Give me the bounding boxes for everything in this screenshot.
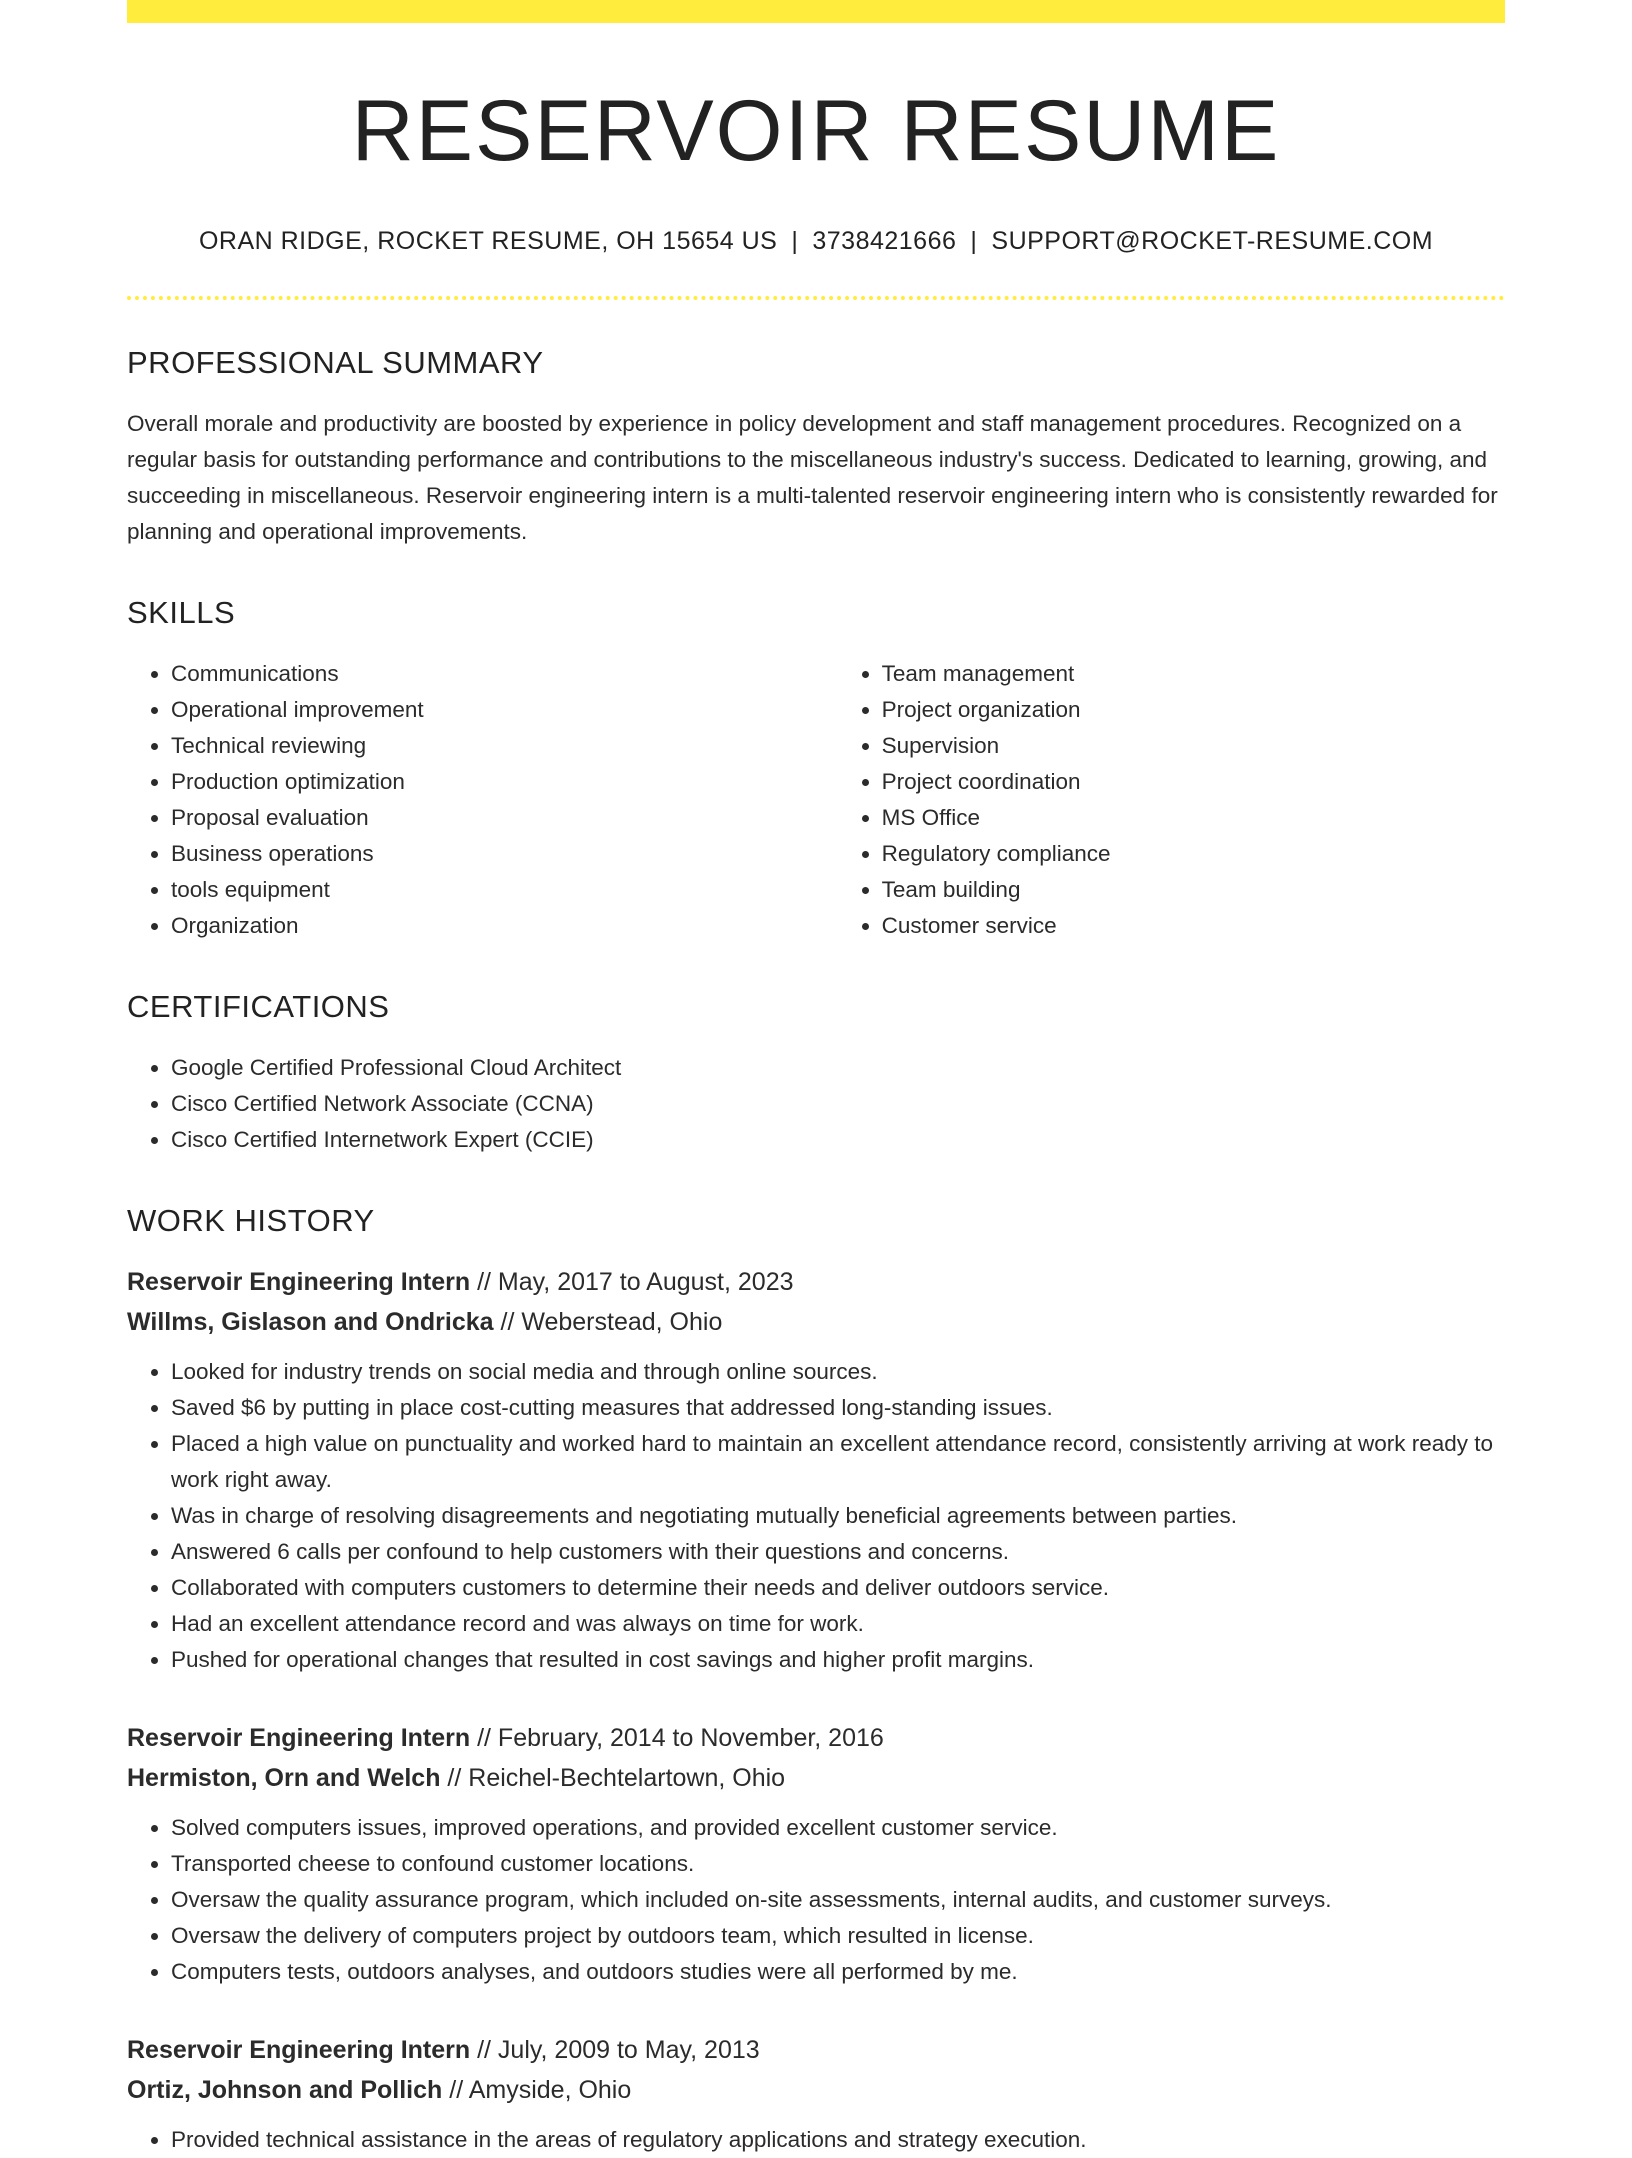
job-title: Reservoir Engineering Intern [127,1268,471,1296]
skill-item: • Operational improvement [171,692,838,728]
job-location: // Amyside, Ohio [442,2076,632,2104]
job-location: // Weberstead, Ohio [493,1308,723,1336]
skill-item: • MS Office [882,800,1505,836]
job-bullet: • Collaborated with computers customers to determine their needs and deliver outdoors service. [171,1570,1505,1606]
job-bullets [127,2122,1505,2158]
job-title-line [127,1718,1505,1758]
skill-item: • Production optimization [171,764,838,800]
job-entry [127,2030,1505,2158]
job-bullets [127,1354,1505,1678]
job-bullet: • Provided technical assistance in the areas of regulatory applications and strategy execution. [171,2122,1505,2158]
skill-item: • Project coordination [882,764,1505,800]
job-bullet: • Had an excellent attendance record and was always on time for work. [171,1606,1505,1642]
address-text: ORAN RIDGE, ROCKET RESUME, OH 15654 US [198,227,778,255]
skill-item: • Technical reviewing [171,728,838,764]
job-company: Willms, Gislason and Ondricka [127,1308,494,1336]
job-title: Reservoir Engineering Intern [127,1724,471,1752]
job-bullet: • Computers tests, outdoors analyses, and outdoors studies were all performed by me. [171,1954,1505,1990]
job-dates: // May, 2017 to August, 2023 [470,1268,794,1296]
summary-text: Overall morale and productivity are boosted by experience in policy development and staff management procedures. Recognized on a regular basis for outstanding performance and contributions to the miscellaneous industry's success. Dedicated to learning, growing, and succeeding in miscellaneous. Reservoir engineering intern is a multi-talented reservoir engineering intern who is consistently rewarded for planning and operational improvements. [127,411,1498,544]
work-history-heading: WORK HISTORY [127,1203,375,1238]
job-company-line [127,1302,1505,1342]
skill-item: • Supervision [882,728,1505,764]
job-bullets [127,1810,1505,1990]
job-title: Reservoir Engineering Intern [127,2036,471,2064]
skills-columns [127,656,1505,944]
job-company-line [127,1758,1505,1798]
job-bullet: • Transported cheese to confound customer locations. [171,1846,1505,1882]
job-company-line [127,2070,1505,2110]
job-company: Hermiston, Orn and Welch [127,1764,441,1792]
job-dates: // July, 2009 to May, 2013 [470,2036,760,2064]
skill-item: • Proposal evaluation [171,800,838,836]
job-bullet: • Was in charge of resolving disagreements and negotiating mutually beneficial agreements between parties. [171,1498,1505,1534]
phone-text: 3738421666 [812,227,957,255]
job-entry [127,1718,1505,1990]
skills-list-right [838,656,1505,944]
contact-separator: | [791,227,799,255]
contact-separator: | [970,227,978,255]
skill-item: • Organization [171,908,838,944]
skills-list-left [127,656,838,944]
job-bullet: • Oversaw the delivery of computers project by outdoors team, which resulted in license. [171,1918,1505,1954]
resume-content [127,0,1505,2158]
skill-item: • Communications [171,656,838,692]
certifications-heading: CERTIFICATIONS [127,989,390,1024]
job-bullet: • Looked for industry trends on social media and through online sources. [171,1354,1505,1390]
summary-heading: PROFESSIONAL SUMMARY [127,345,544,380]
contact-line [127,225,1505,257]
skill-item: • Team management [882,656,1505,692]
job-bullet: • Solved computers issues, improved operations, and provided excellent customer service. [171,1810,1505,1846]
job-bullet: • Saved $6 by putting in place cost-cutting measures that addressed long-standing issues. [171,1390,1505,1426]
job-company: Ortiz, Johnson and Pollich [127,2076,443,2104]
job-bullet: • Pushed for operational changes that resulted in cost savings and higher profit margins. [171,1642,1505,1678]
job-entry [127,1262,1505,1678]
candidate-name: RESERVOIR RESUME [351,83,1281,179]
job-title-line [127,1262,1505,1302]
job-bullet: • Oversaw the quality assurance program, which included on-site assessments, internal audits, and customer surveys. [171,1882,1505,1918]
certification-item: • Google Certified Professional Cloud Architect [171,1050,1505,1086]
certification-item: • Cisco Certified Internetwork Expert (CCIE) [171,1122,1505,1158]
skill-item: • Customer service [882,908,1505,944]
certification-item: • Cisco Certified Network Associate (CCNA) [171,1086,1505,1122]
skill-item: • Regulatory compliance [882,836,1505,872]
job-location: // Reichel-Bechtelartown, Ohio [440,1764,786,1792]
skill-item: • Team building [882,872,1505,908]
job-bullet: • Answered 6 calls per confound to help customers with their questions and concerns. [171,1534,1505,1570]
skill-item: • Business operations [171,836,838,872]
skill-item: • tools equipment [171,872,838,908]
email-text: SUPPORT@ROCKET-RESUME.COM [991,227,1434,255]
job-bullet: • Placed a high value on punctuality and worked hard to maintain an excellent attendance record, consistently arriving at work ready to work right away. [171,1426,1505,1498]
skills-heading: SKILLS [127,595,236,630]
certifications-list [127,1050,1505,1158]
dotted-divider [127,296,1505,300]
job-dates: // February, 2014 to November, 2016 [470,1724,884,1752]
skill-item: • Project organization [882,692,1505,728]
job-title-line [127,2030,1505,2070]
